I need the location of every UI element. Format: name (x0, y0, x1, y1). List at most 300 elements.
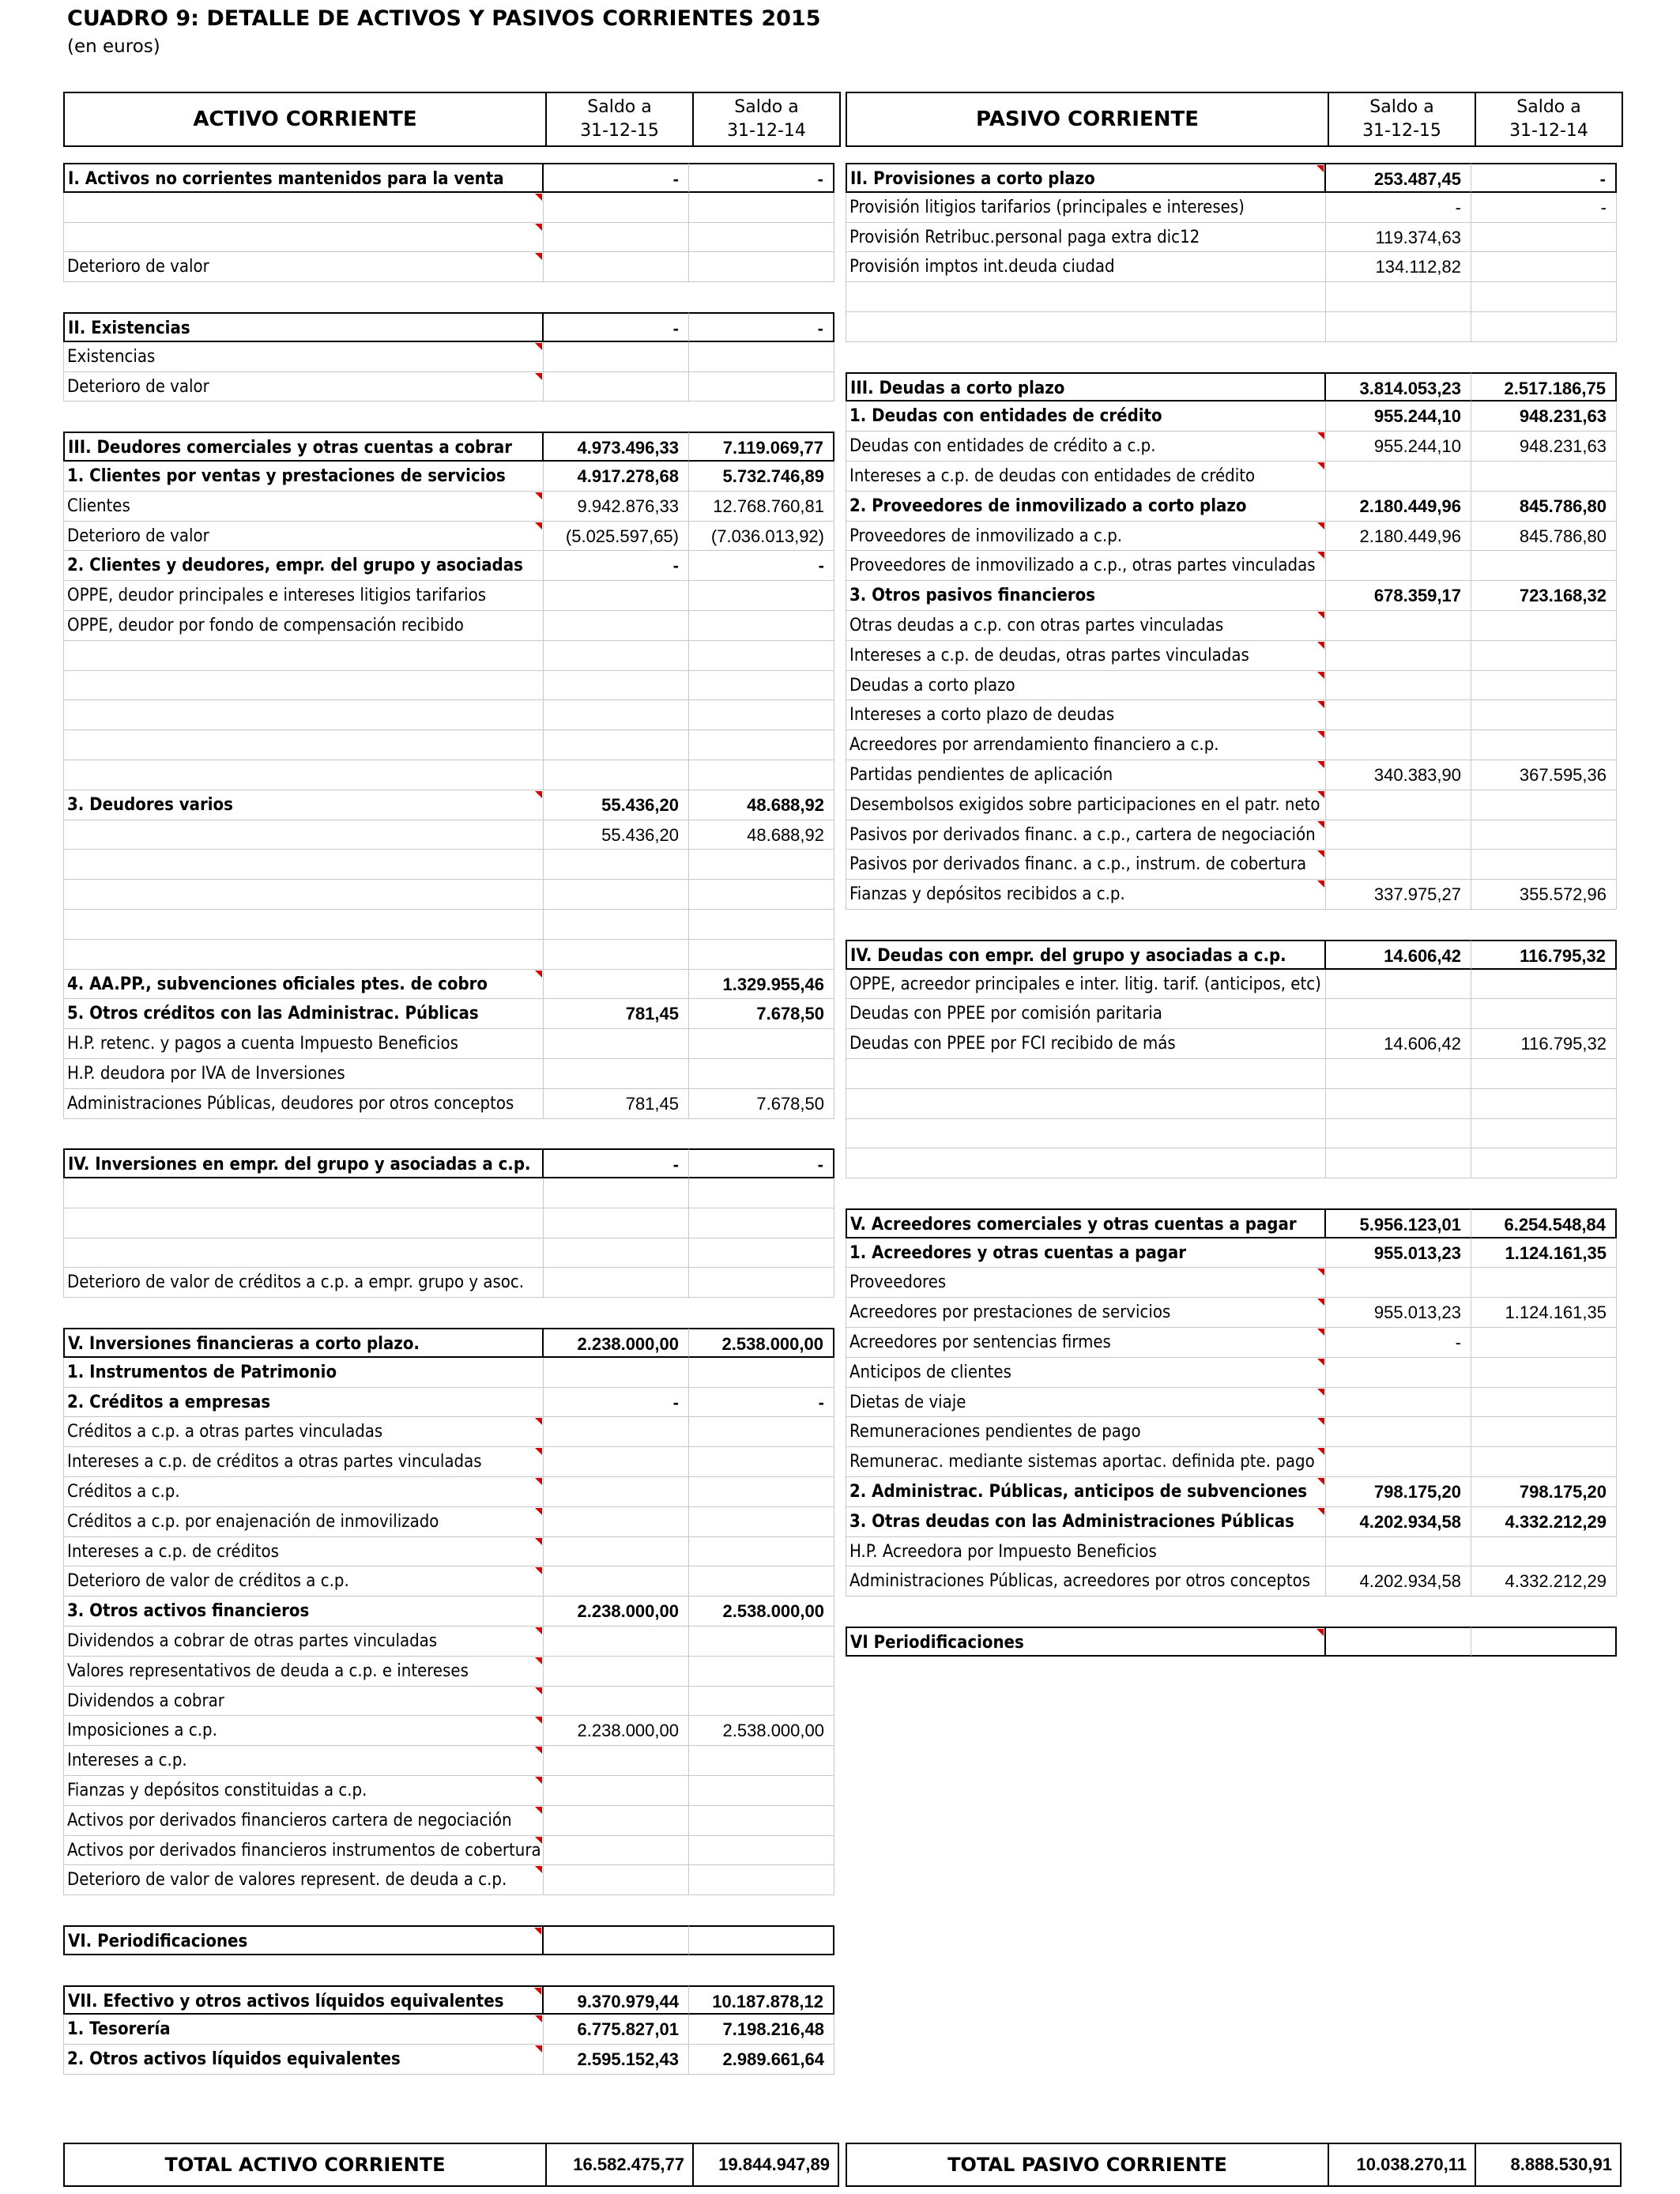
pasivo-row (846, 1029, 1623, 1059)
activo-row-label: 3. Deudores varios (63, 790, 544, 820)
activo-row (63, 1119, 841, 1149)
pasivo-row-value-2015: 340.383,90 (1326, 760, 1471, 790)
activo-row-value-2014: - (689, 551, 834, 581)
pasivo-row-value-2015: 337.975,27 (1326, 880, 1471, 910)
activo-row-label (63, 820, 544, 850)
activo-row (63, 1865, 841, 1895)
activo-row-value-2015 (544, 1417, 689, 1447)
pasivo-row (846, 1148, 1623, 1178)
header-col-line2: 31-12-14 (1509, 121, 1588, 141)
activo-row-value-2015 (544, 1358, 689, 1388)
pasivo-row-label: Remuneraciones pendientes de pago (846, 1417, 1326, 1447)
pasivo-header (846, 92, 1623, 147)
pasivo-row-label: Provisión litigios tarifarios (principales e intereses) (846, 193, 1326, 223)
activo-header-label: ACTIVO CORRIENTE (65, 93, 547, 145)
pasivo-row-label: Deudas con PPEE por comisión paritaria (846, 999, 1326, 1029)
pasivo-row-label (846, 1148, 1326, 1178)
activo-row-value-2015 (544, 223, 689, 253)
activo-row (63, 1955, 841, 1985)
total-pasivo-2015: 10.038.270,11 (1356, 2154, 1467, 2174)
pasivo-row-label: Anticipos de clientes (846, 1358, 1326, 1388)
activo-row-value-2014 (689, 1238, 834, 1269)
pasivo-row-value-2015 (1326, 1627, 1471, 1657)
pasivo-row-label: VI Periodificaciones (846, 1627, 1326, 1657)
pasivo-row-label: Partidas pendientes de aplicación (846, 760, 1326, 790)
activo-row-label: Deterioro de valor de créditos a c.p. a empr. grupo y asoc. (63, 1268, 544, 1298)
activo-row (63, 1029, 841, 1059)
activo-row-value-2014 (689, 850, 834, 880)
pasivo-row-label: Otras deudas a c.p. con otras partes vinculadas (846, 611, 1326, 641)
pasivo-row-value-2014 (1471, 1417, 1617, 1447)
pasivo-panel (846, 92, 1623, 1657)
activo-row (63, 1537, 841, 1567)
activo-row (63, 1268, 841, 1298)
activo-row (63, 163, 841, 193)
activo-row-label (63, 850, 544, 880)
pasivo-row-label: Acreedores por sentencias firmes (846, 1328, 1326, 1358)
activo-row-value-2014: 7.678,50 (689, 999, 834, 1029)
activo-row-label: Valores representativos de deuda a c.p. e intereses (63, 1657, 544, 1687)
activo-row-value-2015 (544, 372, 689, 402)
pasivo-row-label: OPPE, acreedor principales e inter. litig. tarif. (anticipos, etc) (846, 970, 1326, 1000)
pasivo-row-label (846, 1178, 1326, 1208)
pasivo-row-label: Provisión imptos int.deuda ciudad (846, 252, 1326, 282)
pasivo-row (846, 1537, 1623, 1567)
pasivo-row-value-2014 (1471, 700, 1617, 730)
pasivo-row-label (846, 342, 1326, 372)
total-activo-label: TOTAL ACTIVO CORRIENTE (65, 2144, 547, 2185)
activo-row-value-2014: - (689, 1388, 834, 1418)
activo-row-value-2015: 6.775.827,01 (544, 2015, 689, 2045)
activo-row-value-2015 (544, 282, 689, 312)
activo-row (63, 1089, 841, 1119)
activo-row-value-2015 (544, 1447, 689, 1477)
activo-row-value-2015 (544, 1268, 689, 1298)
activo-row (63, 2045, 841, 2075)
activo-row-value-2015: (5.025.597,65) (544, 522, 689, 552)
activo-row (63, 432, 841, 462)
activo-row-label: 1. Instrumentos de Patrimonio (63, 1358, 544, 1388)
activo-row (63, 1238, 841, 1269)
activo-row-value-2014 (689, 1178, 834, 1208)
activo-row (63, 401, 841, 432)
activo-row-label (63, 671, 544, 701)
activo-row-value-2015 (544, 252, 689, 282)
pasivo-header-label: PASIVO CORRIENTE (847, 93, 1329, 145)
activo-row-label: 3. Otros activos financieros (63, 1596, 544, 1627)
pasivo-row-value-2015 (1326, 551, 1471, 581)
activo-row-value-2015 (544, 1298, 689, 1328)
activo-row-value-2014 (689, 1776, 834, 1806)
pasivo-row (846, 342, 1623, 372)
activo-row-label (63, 1298, 544, 1328)
pasivo-row-value-2015 (1326, 1119, 1471, 1149)
pasivo-row (846, 163, 1623, 193)
pasivo-row-value-2014: 1.124.161,35 (1471, 1298, 1617, 1328)
activo-row-value-2015: 4.917.278,68 (544, 462, 689, 492)
activo-row-value-2015 (544, 611, 689, 641)
pasivo-row-value-2014 (1471, 611, 1617, 641)
pasivo-row (846, 1119, 1623, 1149)
pasivo-row (846, 193, 1623, 223)
pasivo-row-value-2014 (1471, 252, 1617, 282)
pasivo-row-label: V. Acreedores comerciales y otras cuentas a pagar (846, 1208, 1326, 1238)
pasivo-row-label: Fianzas y depósitos recibidos a c.p. (846, 880, 1326, 910)
pasivo-row-value-2015 (1326, 910, 1471, 940)
activo-row-value-2014: 48.688,92 (689, 790, 834, 820)
activo-row-value-2014 (689, 1627, 834, 1657)
activo-row-value-2015 (544, 700, 689, 730)
activo-row (63, 2015, 841, 2045)
activo-row (63, 252, 841, 282)
pasivo-row-value-2015 (1326, 611, 1471, 641)
activo-row-value-2015 (544, 641, 689, 671)
activo-row-value-2014: 48.688,92 (689, 820, 834, 850)
activo-row (63, 1059, 841, 1089)
activo-row-value-2015 (544, 1208, 689, 1238)
header-col-line1: Saldo a (587, 97, 652, 117)
activo-row-value-2015: 2.238.000,00 (544, 1596, 689, 1627)
pasivo-row (846, 940, 1623, 970)
pasivo-row-label: 1. Acreedores y otras cuentas a pagar (846, 1238, 1326, 1269)
activo-row-value-2015: - (544, 1148, 689, 1178)
activo-row (63, 1178, 841, 1208)
pasivo-row (846, 850, 1623, 880)
activo-row-value-2015: 781,45 (544, 1089, 689, 1119)
pasivo-row-value-2015 (1326, 730, 1471, 760)
pasivo-row (846, 372, 1623, 402)
activo-row-label: 2. Otros activos líquidos equivalentes (63, 2045, 544, 2075)
activo-row-value-2015 (544, 1507, 689, 1537)
activo-row (63, 1148, 841, 1178)
activo-row-label (63, 700, 544, 730)
activo-row-value-2015 (544, 1925, 689, 1955)
activo-row-value-2014: (7.036.013,92) (689, 522, 834, 552)
activo-row-value-2015 (544, 1238, 689, 1269)
activo-row-value-2015 (544, 1776, 689, 1806)
activo-row-value-2014 (689, 193, 834, 223)
pasivo-row (846, 1566, 1623, 1596)
pasivo-row-value-2015: - (1326, 1328, 1471, 1358)
pasivo-row-label: Dietas de viaje (846, 1388, 1326, 1418)
activo-row-label: Intereses a c.p. de créditos a otras partes vinculadas (63, 1447, 544, 1477)
activo-row-value-2014 (689, 1119, 834, 1149)
activo-row-value-2014: 10.187.878,12 (689, 1985, 834, 2015)
pasivo-row-value-2015: 678.359,17 (1326, 581, 1471, 611)
activo-row (63, 1417, 841, 1447)
activo-row-value-2015 (544, 1865, 689, 1895)
activo-row (63, 671, 841, 701)
activo-row-label (63, 910, 544, 940)
activo-row-label: Deterioro de valor de valores represent. de deuda a c.p. (63, 1865, 544, 1895)
pasivo-row-value-2015: 134.112,82 (1326, 252, 1471, 282)
activo-row-label (63, 401, 544, 432)
pasivo-row-label: Deudas a corto plazo (846, 671, 1326, 701)
pasivo-row-value-2014: 2.517.186,75 (1471, 372, 1617, 402)
pasivo-row-value-2015 (1326, 342, 1471, 372)
pasivo-row (846, 551, 1623, 581)
pasivo-row (846, 1059, 1623, 1089)
activo-row-label: Dividendos a cobrar (63, 1687, 544, 1717)
activo-row-label: Intereses a c.p. de créditos (63, 1537, 544, 1567)
activo-row (63, 1507, 841, 1537)
activo-row (63, 999, 841, 1029)
pasivo-row-value-2014: 845.786,80 (1471, 522, 1617, 552)
pasivo-row (846, 252, 1623, 282)
activo-row-value-2015 (544, 970, 689, 1000)
activo-row-value-2015 (544, 1059, 689, 1089)
activo-row-value-2014 (689, 700, 834, 730)
activo-row-label: Deterioro de valor (63, 522, 544, 552)
activo-row-value-2015 (544, 1178, 689, 1208)
activo-row-value-2015: 2.595.152,43 (544, 2045, 689, 2075)
pasivo-row-value-2015: 14.606,42 (1326, 1029, 1471, 1059)
activo-row-label: II. Existencias (63, 312, 544, 342)
activo-row-value-2014 (689, 1208, 834, 1238)
pasivo-row (846, 1178, 1623, 1208)
pasivo-row-value-2015 (1326, 641, 1471, 671)
activo-row (63, 312, 841, 342)
pasivo-row-value-2015 (1326, 1059, 1471, 1089)
pasivo-header-col-2015 (1329, 93, 1475, 145)
activo-row (63, 700, 841, 730)
pasivo-row-label: III. Deudas a corto plazo (846, 372, 1326, 402)
pasivo-row-label (846, 312, 1326, 342)
pasivo-row-label (846, 1119, 1326, 1149)
activo-row-value-2015: 9.942.876,33 (544, 492, 689, 522)
pasivo-row-label: Administraciones Públicas, acreedores por otros conceptos (846, 1566, 1326, 1596)
activo-row-value-2015 (544, 1119, 689, 1149)
activo-row-label (63, 1955, 544, 1985)
document-title: CUADRO 9: DETALLE DE ACTIVOS Y PASIVOS CORRIENTES 2015 (67, 6, 821, 31)
pasivo-row-value-2014 (1471, 1627, 1617, 1657)
activo-row-value-2014: - (689, 312, 834, 342)
activo-row (63, 1925, 841, 1955)
pasivo-row-label: Pasivos por derivados financ. a c.p., instrum. de cobertura (846, 850, 1326, 880)
pasivo-row (846, 910, 1623, 940)
pasivo-row-value-2014: 367.595,36 (1471, 760, 1617, 790)
pasivo-row-value-2014: 4.332.212,29 (1471, 1507, 1617, 1537)
pasivo-row-value-2015: 955.244,10 (1326, 432, 1471, 462)
activo-row (63, 1985, 841, 2015)
activo-row-value-2015 (544, 1566, 689, 1596)
pasivo-row-value-2015: 2.180.449,96 (1326, 492, 1471, 522)
total-pasivo-label: TOTAL PASIVO CORRIENTE (847, 2144, 1329, 2185)
activo-row (63, 372, 841, 402)
activo-row-label (63, 1178, 544, 1208)
pasivo-row-value-2015 (1326, 1148, 1471, 1178)
activo-row-label: 2. Clientes y deudores, empr. del grupo y asociadas (63, 551, 544, 581)
pasivo-row-label: IV. Deudas con empr. del grupo y asociadas a c.p. (846, 940, 1326, 970)
pasivo-row-value-2014: 116.795,32 (1471, 940, 1617, 970)
pasivo-row-value-2014 (1471, 312, 1617, 342)
activo-row-value-2014 (689, 1537, 834, 1567)
activo-row-value-2015: 9.370.979,44 (544, 1985, 689, 2015)
pasivo-row-value-2014 (1471, 1178, 1617, 1208)
header-col-line1: Saldo a (734, 97, 799, 117)
pasivo-row-value-2015 (1326, 1447, 1471, 1477)
activo-row-value-2015 (544, 760, 689, 790)
activo-row-value-2015: - (544, 163, 689, 193)
activo-row-value-2015: 2.238.000,00 (544, 1328, 689, 1358)
activo-row-label: 1. Tesorería (63, 2015, 544, 2045)
total-activo-2014: 19.844.947,89 (692, 2144, 838, 2185)
activo-row-value-2014: 2.538.000,00 (689, 1716, 834, 1746)
pasivo-row (846, 1238, 1623, 1269)
activo-row-value-2014: 7.678,50 (689, 1089, 834, 1119)
pasivo-row-value-2015: 4.202.934,58 (1326, 1507, 1471, 1537)
activo-row-value-2014 (689, 671, 834, 701)
activo-row (63, 790, 841, 820)
activo-row-value-2014: 7.198.216,48 (689, 2015, 834, 2045)
activo-row-value-2014 (689, 1657, 834, 1687)
activo-row-value-2015 (544, 193, 689, 223)
pasivo-row (846, 880, 1623, 910)
activo-row-value-2015 (544, 1657, 689, 1687)
activo-row-label (63, 641, 544, 671)
pasivo-row-value-2015 (1326, 312, 1471, 342)
activo-row (63, 1358, 841, 1388)
activo-row-value-2015: 781,45 (544, 999, 689, 1029)
pasivo-row-value-2015 (1326, 282, 1471, 312)
pasivo-row-label: 2. Proveedores de inmovilizado a corto plazo (846, 492, 1326, 522)
activo-row-label: Créditos a c.p. (63, 1477, 544, 1507)
pasivo-row-value-2015: 253.487,45 (1326, 163, 1471, 193)
activo-row-label: V. Inversiones financieras a corto plazo. (63, 1328, 544, 1358)
activo-row (63, 282, 841, 312)
pasivo-row-label: 3. Otras deudas con las Administraciones Públicas (846, 1507, 1326, 1537)
activo-row (63, 342, 841, 372)
pasivo-row-value-2014 (1471, 223, 1617, 253)
pasivo-row (846, 1447, 1623, 1477)
activo-row (63, 223, 841, 253)
activo-row-label: Créditos a c.p. a otras partes vinculadas (63, 1417, 544, 1447)
pasivo-row (846, 1627, 1623, 1657)
activo-row-value-2015 (544, 342, 689, 372)
activo-row-value-2015 (544, 1955, 689, 1985)
activo-row-value-2014: - (689, 1148, 834, 1178)
activo-row-value-2014 (689, 1268, 834, 1298)
pasivo-row-value-2015 (1326, 1268, 1471, 1298)
pasivo-row-label: Intereses a c.p. de deudas, otras partes vinculadas (846, 641, 1326, 671)
pasivo-row-value-2014: 948.231,63 (1471, 401, 1617, 432)
activo-row-value-2014 (689, 611, 834, 641)
pasivo-row-value-2015: 955.013,23 (1326, 1298, 1471, 1328)
activo-header-col-2015 (547, 93, 692, 145)
pasivo-row-value-2015: 4.202.934,58 (1326, 1566, 1471, 1596)
header-col-line2: 31-12-15 (580, 121, 659, 141)
activo-row-value-2014 (689, 1925, 834, 1955)
pasivo-row-value-2015: 3.814.053,23 (1326, 372, 1471, 402)
activo-row-value-2014 (689, 641, 834, 671)
pasivo-row-label: Remunerac. mediante sistemas aportac. definida pte. pago (846, 1447, 1326, 1477)
pasivo-row-value-2015: 5.956.123,01 (1326, 1208, 1471, 1238)
activo-row-label: 5. Otros créditos con las Administrac. Públicas (63, 999, 544, 1029)
activo-row-label: Intereses a c.p. (63, 1746, 544, 1776)
pasivo-row-value-2015: 2.180.449,96 (1326, 522, 1471, 552)
activo-row-label: 4. AA.PP., subvenciones oficiales ptes. de cobro (63, 970, 544, 1000)
activo-row-value-2014 (689, 252, 834, 282)
activo-row-value-2014: 12.768.760,81 (689, 492, 834, 522)
pasivo-row-label: Acreedores por arrendamiento financiero a c.p. (846, 730, 1326, 760)
pasivo-row-label: Deudas con entidades de crédito a c.p. (846, 432, 1326, 462)
activo-row-label: 2. Créditos a empresas (63, 1388, 544, 1418)
pasivo-row-value-2015 (1326, 1388, 1471, 1418)
activo-row-label: Créditos a c.p. por enajenación de inmovilizado (63, 1507, 544, 1537)
activo-row-value-2014 (689, 1955, 834, 1985)
activo-row-label (63, 880, 544, 910)
pasivo-row-value-2014: 723.168,32 (1471, 581, 1617, 611)
activo-row-label: OPPE, deudor principales e intereses litigios tarifarios (63, 581, 544, 611)
pasivo-row (846, 1358, 1623, 1388)
activo-row-value-2014 (689, 581, 834, 611)
pasivo-row-value-2015: 14.606,42 (1326, 940, 1471, 970)
pasivo-row-value-2014 (1471, 790, 1617, 820)
pasivo-row-value-2014 (1471, 730, 1617, 760)
pasivo-row-label: 1. Deudas con entidades de crédito (846, 401, 1326, 432)
pasivo-row-label (846, 1059, 1326, 1089)
activo-row (63, 1716, 841, 1746)
pasivo-row-value-2014 (1471, 641, 1617, 671)
activo-row-value-2015: 2.238.000,00 (544, 1716, 689, 1746)
activo-row-label (63, 1238, 544, 1269)
activo-row-value-2014: 2.538.000,00 (689, 1328, 834, 1358)
pasivo-row-value-2014 (1471, 1148, 1617, 1178)
pasivo-row (846, 462, 1623, 492)
activo-row-value-2015 (544, 581, 689, 611)
pasivo-row (846, 760, 1623, 790)
total-activo-2015: 16.582.475,77 (573, 2154, 684, 2174)
pasivo-row-value-2015: 119.374,63 (1326, 223, 1471, 253)
pasivo-row-value-2014 (1471, 1447, 1617, 1477)
activo-row-label: Fianzas y depósitos constituidas a c.p. (63, 1776, 544, 1806)
pasivo-row-value-2015 (1326, 1537, 1471, 1567)
pasivo-row (846, 1208, 1623, 1238)
header-col-line1: Saldo a (1516, 97, 1581, 117)
activo-row-label: Clientes (63, 492, 544, 522)
pasivo-row (846, 641, 1623, 671)
activo-row (63, 1447, 841, 1477)
pasivo-row (846, 1417, 1623, 1447)
pasivo-row-value-2014 (1471, 462, 1617, 492)
activo-row-value-2014 (689, 1507, 834, 1537)
pasivo-row-value-2014 (1471, 1537, 1617, 1567)
pasivo-row-value-2015 (1326, 970, 1471, 1000)
pasivo-row-value-2015 (1326, 1358, 1471, 1388)
activo-row (63, 1687, 841, 1717)
pasivo-row-value-2014: - (1471, 193, 1617, 223)
pasivo-row (846, 999, 1623, 1029)
activo-row-label: OPPE, deudor por fondo de compensación recibido (63, 611, 544, 641)
activo-row-value-2015: - (544, 1388, 689, 1418)
activo-row (63, 193, 841, 223)
activo-row-value-2015: 55.436,20 (544, 790, 689, 820)
activo-row-value-2015: 4.973.496,33 (544, 432, 689, 462)
activo-row-value-2015: 55.436,20 (544, 820, 689, 850)
activo-row (63, 1208, 841, 1238)
activo-row-label: Activos por derivados financieros cartera de negociación (63, 1806, 544, 1836)
pasivo-row-value-2015: - (1326, 193, 1471, 223)
pasivo-row-value-2015 (1326, 1178, 1471, 1208)
activo-row-label: VII. Efectivo y otros activos líquidos equivalentes (63, 1985, 544, 2015)
activo-row-value-2014 (689, 1477, 834, 1507)
activo-row-value-2014 (689, 401, 834, 432)
activo-row-value-2014 (689, 223, 834, 253)
pasivo-row-value-2014 (1471, 970, 1617, 1000)
activo-row-value-2014: 1.329.955,46 (689, 970, 834, 1000)
pasivo-row (846, 1507, 1623, 1537)
activo-row-value-2014 (689, 1298, 834, 1328)
